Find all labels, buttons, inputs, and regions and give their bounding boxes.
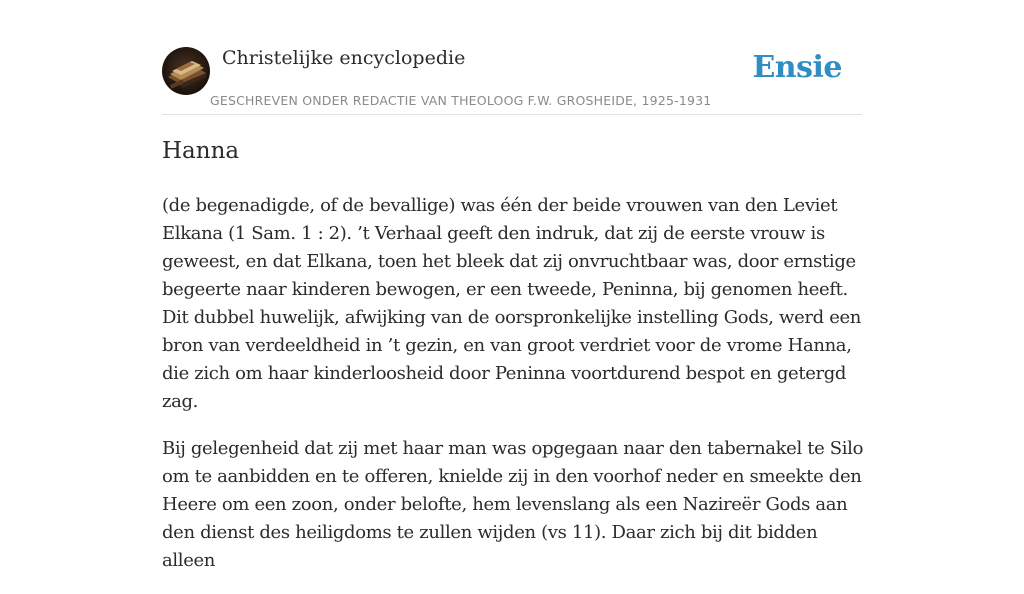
header-divider [162,114,862,115]
book-stack-image [162,47,210,95]
entry-title: Hanna [162,138,240,164]
encyclopedia-avatar[interactable] [162,47,210,95]
site-header [162,46,862,116]
site-title[interactable]: Christelijke encyclopedie [222,47,466,69]
article-paragraph: Bij gelegenheid dat zij met haar man was opgegaan naar den tabernakel te Silo om te aanbidden en te offeren, knielde zij in den voorhof neder en smeekte den Heere om een zoon, onder belofte, hem levenslang als een Nazireër Gods aan den dienst des heiligdoms te zullen wijden (vs 11). Daar zich bij dit bidden alleen [162,438,864,571]
site-subtitle: GESCHREVEN ONDER REDACTIE VAN THEOLOOG F.W. GROSHEIDE, 1925-1931 [210,93,712,108]
brand-logo[interactable]: Ensie [752,50,842,85]
article-paragraph: (de begenadigde, of de bevallige) was één der beide vrouwen van den Leviet Elkana (1 Sam. 1 : 2). ’t Verhaal geeft den indruk, dat zij de eerste vrouw is geweest, en dat Elkana, toen het bleek dat zij onvruchtbaar was, door ernstige begeerte naar kinderen bewogen, er een tweede, Peninna, bij genomen heeft. Dit dubbel huwelijk, afwijking van de oorspronkelijke instelling Gods, werd een bron van verdeeldheid in ’t gezin, en van groot verdriet voor de vrome Hanna, die zich om haar kinderloosheid door Peninna voortdurend bespot en getergd zag. [162,195,862,412]
article-body [162,192,867,594]
